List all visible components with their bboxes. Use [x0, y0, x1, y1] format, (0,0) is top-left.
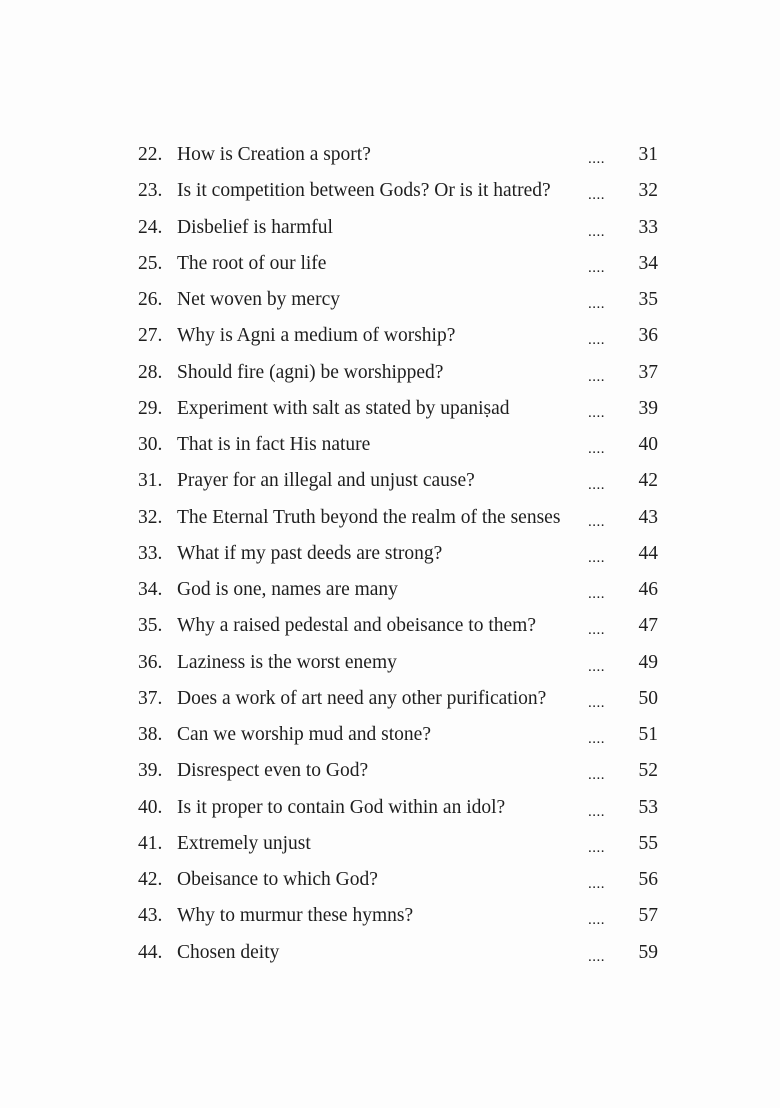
toc-entry-title: Extremely unjust	[177, 832, 311, 854]
toc-entry-number: 43.	[138, 905, 163, 927]
toc-entry-number: 39.	[138, 760, 163, 782]
toc-entry	[0, 137, 780, 173]
toc-entry-number: 40.	[138, 796, 163, 818]
toc-entry-title: Should fire (agni) be worshipped?	[177, 361, 444, 383]
toc-entry-leader: ....	[588, 948, 605, 965]
toc-entry-number: 23.	[138, 180, 163, 202]
toc-entry	[0, 862, 780, 898]
toc-entry-page-number: 31	[638, 144, 658, 165]
toc-entry-title: What if my past deeds are strong?	[177, 542, 443, 564]
toc-entry-leader: ....	[588, 912, 605, 929]
toc-entry-leader: ....	[588, 731, 605, 747]
toc-entry-title: Is it competition between Gods? Or is it hatred?	[177, 180, 551, 202]
toc-entry-number: 41.	[138, 832, 163, 854]
toc-entry-leader: ....	[588, 803, 605, 820]
toc-entry-leader: ....	[588, 876, 605, 892]
toc-entry-title: The Eternal Truth beyond the realm of the senses	[177, 506, 561, 528]
toc-entry-page-number: 36	[638, 325, 658, 347]
toc-entry-number: 42.	[138, 869, 163, 890]
toc-entry-number: 26.	[138, 289, 163, 310]
toc-entry	[0, 572, 780, 608]
toc-entry	[0, 463, 780, 499]
toc-entry-leader: ....	[588, 223, 605, 240]
toc-entry-number: 37.	[138, 687, 163, 709]
toc-entry-number: 28.	[138, 361, 163, 383]
toc-entry-title: Obeisance to which God?	[177, 869, 378, 890]
toc-entry-page-number: 53	[638, 796, 658, 818]
toc-entry-page-number: 59	[638, 941, 658, 963]
toc-entry	[0, 391, 780, 427]
toc-entry-number: 27.	[138, 325, 163, 347]
toc-entry-leader: ....	[588, 441, 605, 457]
toc-entry-title: Disbelief is harmful	[177, 216, 333, 238]
toc-entry-leader: ....	[588, 694, 605, 711]
toc-entry	[0, 790, 780, 826]
toc-entry	[0, 753, 780, 789]
toc-entry-number: 36.	[138, 651, 163, 673]
toc-entry-page-number: 37	[638, 361, 658, 383]
toc-entry-leader: ....	[588, 839, 605, 856]
toc-entry	[0, 645, 780, 681]
toc-entry-title: Experiment with salt as stated by upaniṣad	[177, 397, 510, 419]
toc-entry-page-number: 35	[638, 289, 658, 310]
toc-entry-page-number: 43	[638, 506, 658, 528]
toc-entry	[0, 318, 780, 354]
toc-entry-page-number: 42	[638, 470, 658, 492]
toc-entry-title: Is it proper to contain God within an idol?	[177, 796, 506, 818]
toc-entry	[0, 608, 780, 644]
toc-entry-leader: ....	[588, 513, 605, 530]
toc-entry-page-number: 50	[638, 687, 658, 709]
toc-entry	[0, 173, 780, 209]
toc-entry	[0, 826, 780, 862]
toc-entry-page-number: 51	[638, 724, 658, 745]
toc-entry-title: Prayer for an illegal and unjust cause?	[177, 470, 475, 492]
toc-entry-number: 24.	[138, 216, 163, 238]
toc-entry-leader: ....	[588, 296, 605, 312]
toc-entry-leader: ....	[588, 767, 605, 784]
toc-entry-number: 22.	[138, 144, 163, 165]
toc-entry	[0, 355, 780, 391]
toc-entry	[0, 717, 780, 753]
toc-entry	[0, 210, 780, 246]
toc-entry-title: That is in fact His nature	[177, 434, 371, 455]
toc-entry-page-number: 57	[638, 905, 658, 927]
toc-entry-leader: ....	[588, 332, 605, 349]
toc-entry-leader: ....	[588, 477, 605, 494]
toc-entry-leader: ....	[588, 404, 605, 421]
toc-entry-title: Does a work of art need any other purification?	[177, 687, 547, 709]
toc-entry-number: 31.	[138, 470, 163, 492]
toc-entry-number: 30.	[138, 434, 163, 455]
toc-entry-leader: ....	[588, 151, 605, 167]
toc-entry	[0, 935, 780, 971]
toc-entry-page-number: 55	[638, 832, 658, 854]
toc-entry-title: Disrespect even to God?	[177, 760, 369, 782]
toc-entry-number: 33.	[138, 542, 163, 564]
toc-entry-leader: ....	[588, 586, 605, 602]
toc-entry	[0, 427, 780, 463]
toc-entry	[0, 282, 780, 318]
toc-entry-leader: ....	[588, 187, 605, 204]
toc-entry-title: Net woven by mercy	[177, 289, 340, 310]
toc-entry-page-number: 33	[638, 216, 658, 238]
toc-entry-title: God is one, names are many	[177, 579, 398, 600]
toc-entry-page-number: 44	[638, 542, 658, 564]
toc-entry-leader: ....	[588, 259, 605, 276]
toc-entry-page-number: 56	[638, 869, 658, 890]
toc-entry-title: Chosen deity	[177, 941, 280, 963]
toc-entry-page-number: 47	[638, 615, 658, 637]
toc-entry-number: 35.	[138, 615, 163, 637]
toc-entry-title: Can we worship mud and stone?	[177, 724, 431, 745]
toc-entry-number: 25.	[138, 252, 163, 274]
toc-entry-leader: ....	[588, 549, 605, 566]
toc-entry-number: 29.	[138, 397, 163, 419]
toc-entry-title: Why a raised pedestal and obeisance to them?	[177, 615, 536, 637]
toc-entry-page-number: 34	[638, 252, 658, 274]
toc-entry-page-number: 32	[638, 180, 658, 202]
toc-entry-page-number: 49	[638, 651, 658, 673]
toc-entry-title: Why to murmur these hymns?	[177, 905, 414, 927]
toc-entry-number: 44.	[138, 941, 163, 963]
toc-entry-title: The root of our life	[177, 252, 327, 274]
toc-entry-leader: ....	[588, 368, 605, 385]
toc-entry-leader: ....	[588, 622, 605, 639]
toc-entry-page-number: 46	[638, 579, 658, 600]
toc-entry-leader: ....	[588, 658, 605, 675]
toc-entry	[0, 898, 780, 934]
toc-entry	[0, 500, 780, 536]
table-of-contents	[0, 137, 780, 971]
toc-entry-number: 34.	[138, 579, 163, 600]
toc-entry-number: 38.	[138, 724, 163, 745]
toc-entry-number: 32.	[138, 506, 163, 528]
toc-entry-page-number: 52	[638, 760, 658, 782]
toc-entry-title: Laziness is the worst enemy	[177, 651, 397, 673]
toc-entry	[0, 536, 780, 572]
toc-entry-page-number: 40	[638, 434, 658, 455]
toc-entry	[0, 681, 780, 717]
toc-entry-page-number: 39	[638, 397, 658, 419]
toc-entry-title: Why is Agni a medium of worship?	[177, 325, 456, 347]
toc-entry	[0, 246, 780, 282]
toc-entry-title: How is Creation a sport?	[177, 144, 371, 165]
